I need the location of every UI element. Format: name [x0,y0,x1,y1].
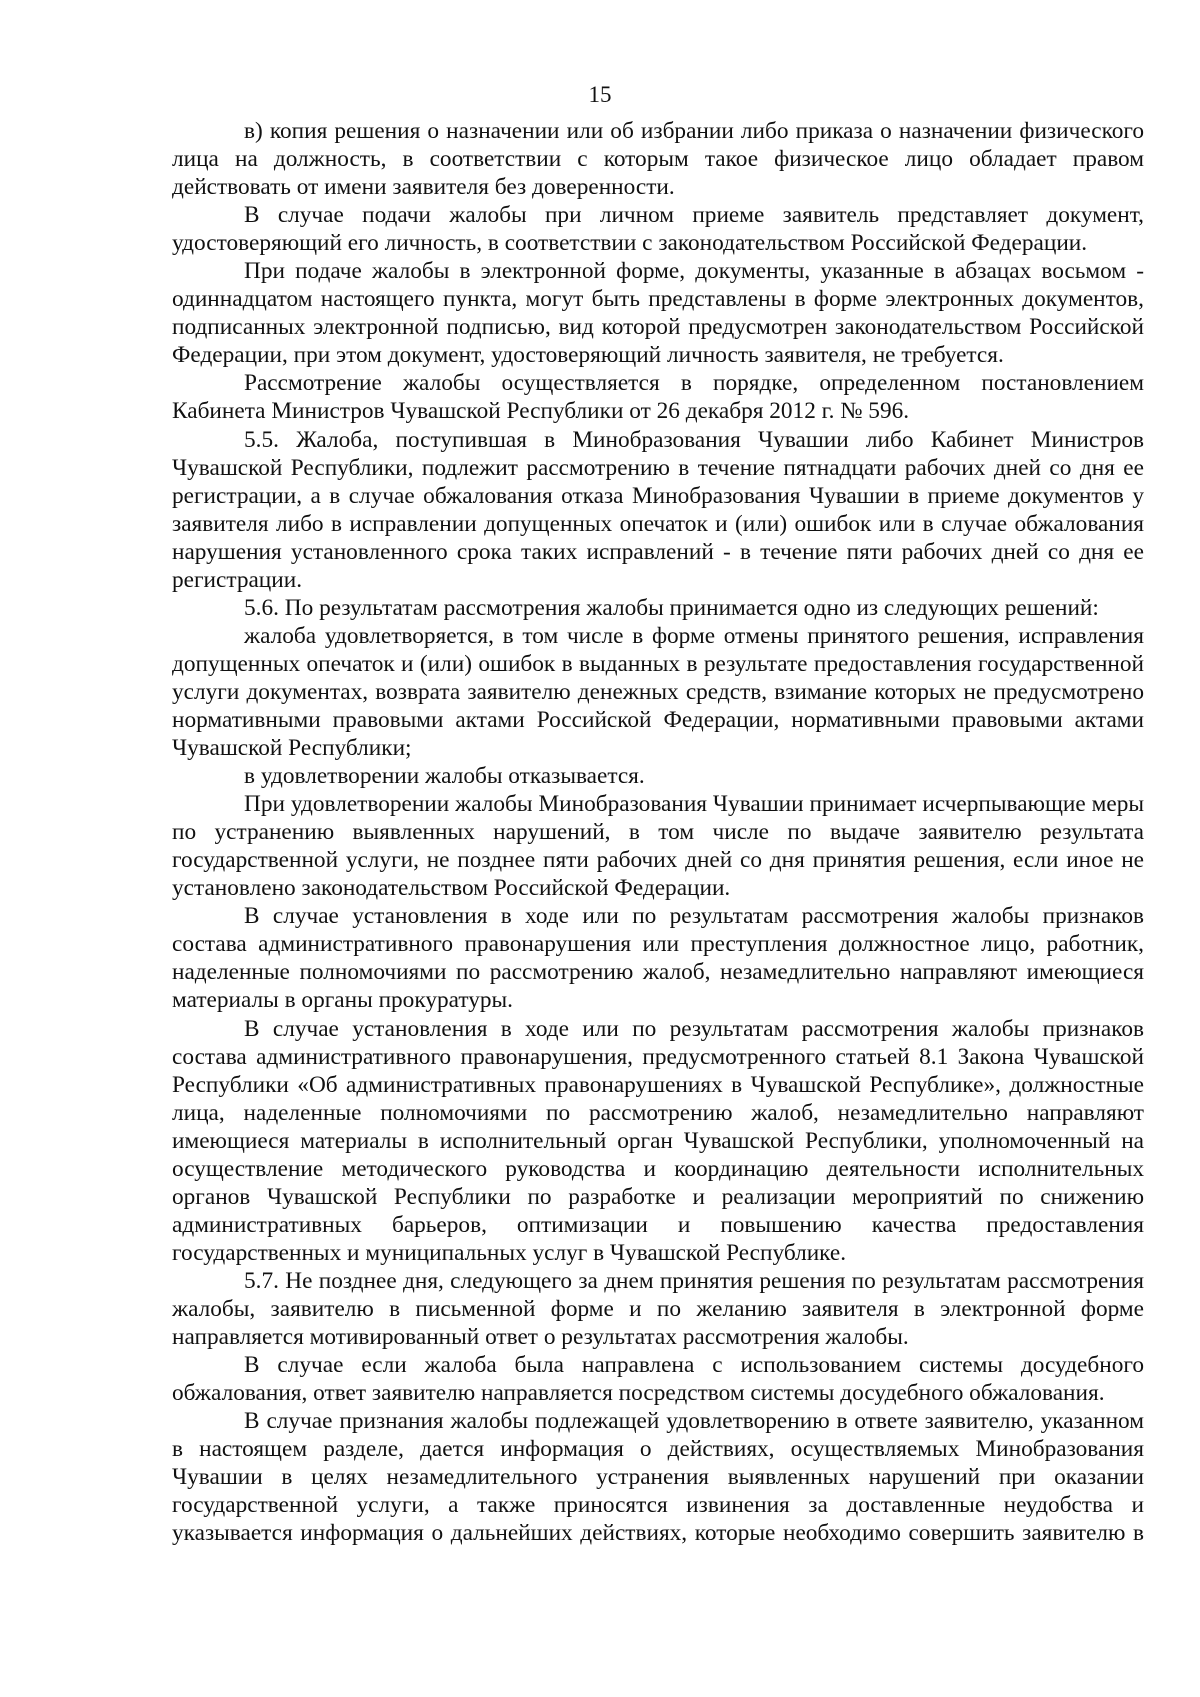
paragraph: 5.7. Не позднее дня, следующего за днем принятия решения по результатам рассмотрения жалобы, заявителю в письменной форме и по желанию заявителя в электронной форме направляется мотивированный ответ о результатах рассмотрения жалобы. [172,1267,1144,1351]
paragraph: В случае признания жалобы подлежащей удовлетворению в ответе заявителю, указанном в настоящем разделе, дается информация о действиях, осуществляемых Минобразования Чувашии в целях незамедлительного устранения выявленных нарушений при оказании государственной услуги, а также приносятся извинения за доставленные неудобства и указывается информация о дальнейших действиях, которые необходимо совершить заявителю в [172,1408,1144,1547]
paragraph: В случае установления в ходе или по результатам рассмотрения жалобы признаков состава административного правонарушения или преступления должностное лицо, работник, наделенные полномочиями по рассмотрению жалоб, незамедлительно направляют имеющиеся материалы в органы прокуратуры. [172,903,1144,1014]
paragraph: Рассмотрение жалобы осуществляется в порядке, определенном постановлением Кабинета Министров Чувашской Республики от 26 декабря 2012 г. № 596. [172,370,1144,425]
paragraph: в) копия решения о назначении или об избрании либо приказа о назначении физического лица на должность, в соответствии с которым такое физическое лицо обладает правом действовать от имени заявителя без доверенности. [172,118,1144,201]
paragraph: жалоба удовлетворяется, в том числе в форме отмены принятого решения, исправления допущенных опечаток и (или) ошибок в выданных в результате предоставления государственной услуги документах, возврата заявителю денежных средств, взимание которых не предусмотрено нормативными правовыми актами Российской Федерации, нормативными правовыми актами Чувашской Республики; [172,622,1144,762]
paragraph: 5.5. Жалоба, поступившая в Минобразования Чувашии либо Кабинет Министров Чувашской Республики, подлежит рассмотрению в течение пятнадцати рабочих дней со дня ее регистрации, а в случае обжалования отказа Минобразования Чувашии в приеме документов у заявителя либо в исправлении допущенных опечаток и (или) ошибок или в случае обжалования нарушения установленного срока таких исправлений - в течение пяти рабочих дней со дня ее регистрации. [172,426,1144,593]
paragraph: При удовлетворении жалобы Минобразования Чувашии принимает исчерпывающие меры по устранению выявленных нарушений, в том числе по выдаче заявителю результата государственной услуги, не позднее пяти рабочих дней со дня принятия решения, если иное не установлено законодательством Российской Федерации. [172,791,1144,902]
paragraph: При подаче жалобы в электронной форме, документы, указанные в абзацах восьмом - одиннадцатом настоящего пункта, могут быть представлены в форме электронных документов, подписанных электронной подписью, вид которой предусмотрен законодательством Российской Федерации, при этом документ, удостоверяющий личность заявителя, не требуется. [172,258,1144,369]
paragraph: В случае подачи жалобы при личном приеме заявитель представляет документ, удостоверяющий его личность, в соответствии с законодательством Российской Федерации. [172,202,1144,257]
paragraph: В случае установления в ходе или по результатам рассмотрения жалобы признаков состава административного правонарушения, предусмотренного статьей 8.1 Закона Чувашской Республики «Об административных правонарушениях в Чувашской Республике», должностные лица, наделенные полномочиями по рассмотрению жалоб, незамедлительно направляют имеющиеся материалы в исполнительный орган Чувашской Республики, уполномоченный на осуществление методического руководства и координацию деятельности исполнительных органов Чувашской Республики по разработке и реализации мероприятий по снижению административных барьеров, оптимизации и повышению качества предоставления государственных и муниципальных услуг в Чувашской Республике. [172,1015,1144,1266]
paragraph: В случае если жалоба была направлена с использованием системы досудебного обжалования, ответ заявителю направляется посредством системы досудебного обжалования. [172,1352,1144,1407]
page-number: 15 [588,82,612,107]
paragraph: 5.6. По результатам рассмотрения жалобы принимается одно из следующих решений: [244,594,1099,621]
document-body [172,117,1144,1547]
paragraph: в удовлетворении жалобы отказывается. [244,763,645,790]
